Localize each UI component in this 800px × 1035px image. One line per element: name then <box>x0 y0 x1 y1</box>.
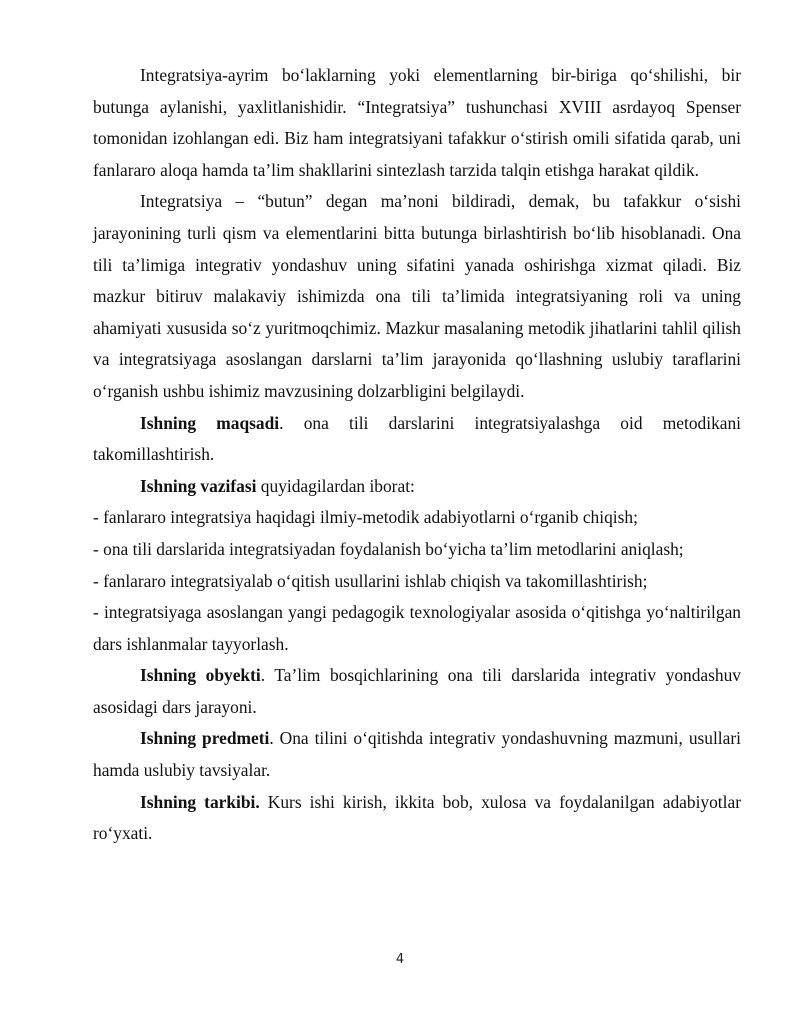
paragraph-integration-meaning: Integratsiya – “butun” degan ma’noni bildiradi, demak, bu tafakkur o‘sishi jarayonining turli qism va elementlarini bitta butunga birlashtirish bo‘lib hisoblanadi. Ona tili ta’limiga integrativ yondashuv uning sifatini yanada oshirishga xizmat qiladi. Biz mazkur bitiruv malakaviy ishimizda ona tili ta’limida integratsiyaning roli va uning ahamiyati xususida so‘z yuritmoqchimiz. Mazkur masalaning metodik jihatlarini tahlil qilish va integratsiyaga asoslangan darslarni ta’lim jarayonida qo‘llashning uslubiy taraflarini o‘rganish ushbu ishimiz mavzusining dolzarbligini belgilaydi. <box>93 191 741 401</box>
subject-text: . Ona tilini o‘qitishda integrativ yondashuvning mazmuni, usullari hamda uslubiy tavsiyalar. <box>93 728 741 781</box>
object-label: Ishning obyekti <box>140 665 261 686</box>
paragraph-tasks-intro <box>93 471 741 503</box>
task-item-1: - fanlararo integratsiya haqidagi ilmiy-metodik adabiyotlarni o‘rganib chiqish; <box>93 507 638 528</box>
paragraph-structure <box>93 787 741 850</box>
task-item-3: - fanlararo integratsiyalab o‘qitish usullarini ishlab chiqish va takomillashtirish; <box>93 570 648 591</box>
task-item-4: - integratsiyaga asoslangan yangi pedagogik texnologiyalar asosida o‘qitishga yo‘naltirilgan dars ishlanmalar tayyorlash. <box>93 602 741 654</box>
structure-label: Ishning tarkibi. <box>140 791 260 812</box>
object-text: . Ta’lim bosqichlarining ona tili darslarida integrativ yondashuv asosidagi dars jarayoni. <box>93 665 741 717</box>
structure-text: Kurs ishi kirish, ikkita bob, xulosa va foydalanilgan adabiyotlar ro‘yxati. <box>93 791 741 844</box>
paragraph-object <box>93 660 741 723</box>
tasks-intro-text: quyidagilardan iborat: <box>256 475 415 496</box>
subject-label: Ishning predmeti <box>140 728 270 749</box>
tasks-label: Ishning vazifasi <box>140 475 257 496</box>
paragraph-integration-definition: Integratsiya-ayrim bo‘laklarning yoki elementlarning bir-biriga qo‘shilishi, bir butunga aylanishi, yaxlitlanishidir. “Integratsiya” tushunchasi XVIII asrdayoq Spenser tomonidan izohlangan edi. Biz ham integratsiyani tafakkur o‘stirish omili sifatida qarab, uni fanlararo aloqa hamda ta’lim shakllarini sintezlash tarzida talqin etishga harakat qildik. <box>93 65 741 180</box>
goal-label: Ishning maqsadi <box>140 412 280 433</box>
paragraph-goal <box>93 408 741 471</box>
document-page <box>93 60 741 850</box>
paragraph-subject <box>93 723 741 786</box>
task-item-2: - ona tili darslarida integratsiyadan foydalanish bo‘yicha ta’lim metodlarini aniqlash; <box>93 538 684 559</box>
page-number: 4 <box>395 952 405 967</box>
goal-text: . ona tili darslarini integratsiyalashga oid metodikani takomillashtirish. <box>93 412 742 465</box>
